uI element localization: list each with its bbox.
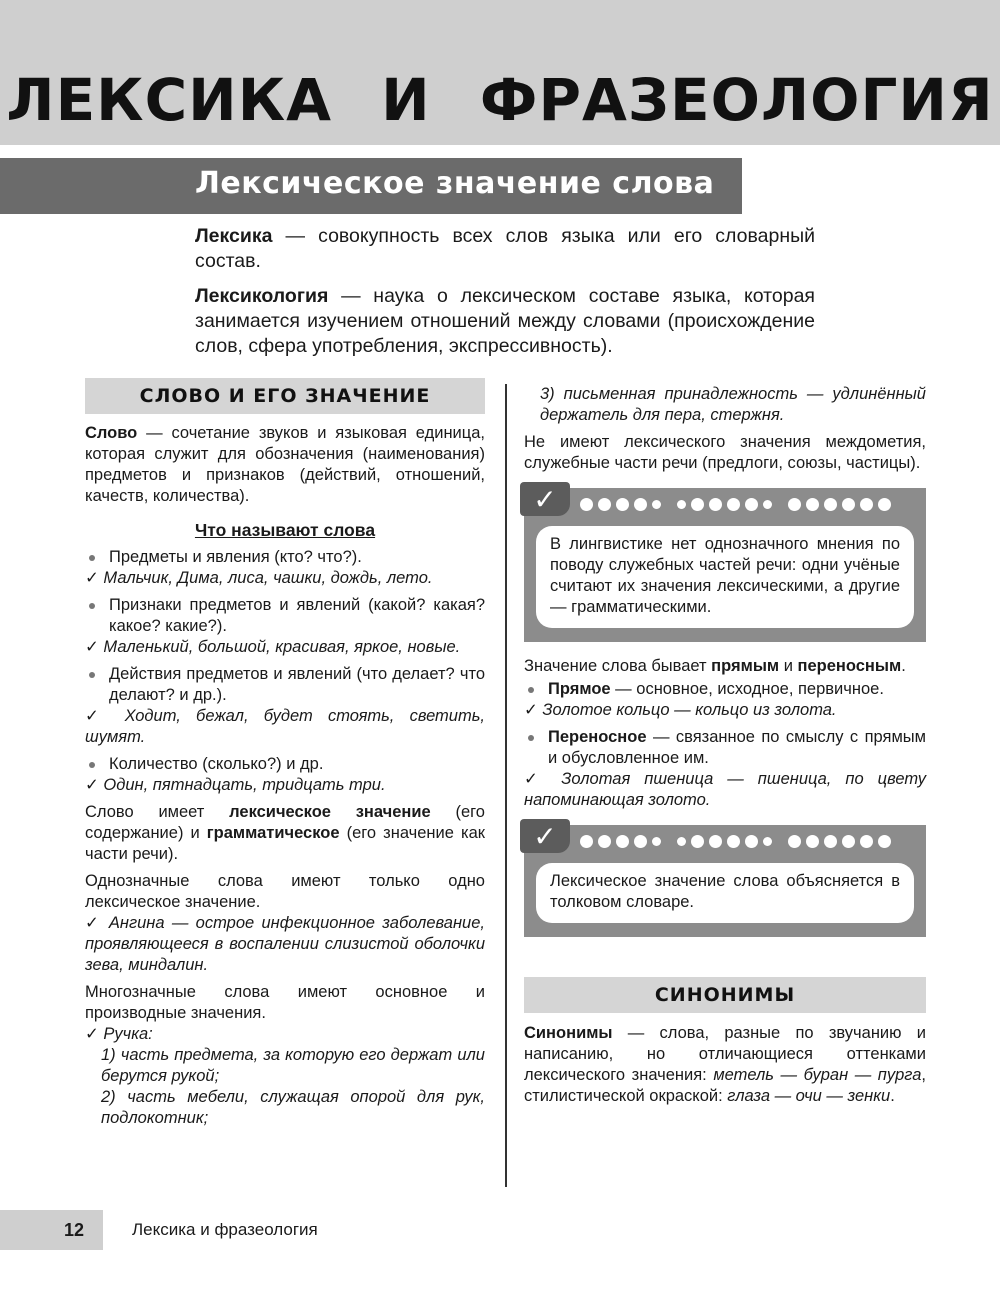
example <box>85 913 485 976</box>
check-icon: ✓ <box>85 638 104 656</box>
dot-icon <box>806 835 819 848</box>
dot-icon <box>709 835 722 848</box>
dot-icon <box>842 498 855 511</box>
note-text: В лингвистике нет однозначного мнения по поводу служебных частей речи: одни учёные считают их значения лексическими, а другие — грамматическими. <box>536 526 914 628</box>
example <box>85 568 485 589</box>
dot-icon <box>788 835 801 848</box>
list-item <box>524 679 926 700</box>
check-icon: ✓ <box>85 776 104 794</box>
example-text: Маленький, большой, красивая, яркое, новые. <box>103 638 461 656</box>
dot-icon <box>745 835 758 848</box>
dot-icon <box>652 500 661 509</box>
footer-band <box>0 1210 103 1250</box>
term-figurative: переносным <box>797 657 902 675</box>
term-synonyms: Синонимы <box>524 1024 613 1042</box>
dot-icon <box>860 498 873 511</box>
dot-row <box>580 498 891 511</box>
dot-icon <box>860 835 873 848</box>
no-lexical-meaning: Не имеют лексического значения междометия, служебные части речи (предлоги, союзы, частицы). <box>524 433 926 472</box>
term-direct: прямым <box>711 657 780 675</box>
text: . <box>890 1087 895 1105</box>
example-meaning: 3) письменная принадлежность — удлинённый держатель для пера, стержня. <box>540 385 926 424</box>
example <box>85 637 485 658</box>
list-item: Действия предметов и явлений (что делает? что делают? и др.). <box>85 664 485 706</box>
text: (его содержание) и <box>85 803 485 842</box>
text: Значение слова бывает <box>524 657 712 675</box>
example-text: Ходит, бежал, будет стоять, светить, шумят. <box>85 707 485 746</box>
example <box>85 775 485 796</box>
dot-icon <box>598 498 611 511</box>
term-grammatical: грамматическое <box>206 824 340 842</box>
text: Слово имеет <box>85 803 230 821</box>
dot-icon <box>580 835 593 848</box>
text: . <box>901 657 906 675</box>
note-box <box>524 483 926 642</box>
check-icon: ✓ <box>524 770 562 788</box>
subsection-header-synonyms: СИНОНИМЫ <box>524 977 926 1013</box>
dot-icon <box>763 500 772 509</box>
synonyms-definition <box>524 1023 926 1107</box>
term-word: Слово <box>85 424 138 442</box>
left-column <box>85 378 485 1129</box>
example-text: Один, пятнадцать, тридцать три. <box>103 776 386 794</box>
check-icon: ✓ <box>85 914 109 932</box>
example-text: Ручка: <box>103 1025 153 1043</box>
example-text: Мальчик, Дима, лиса, чашки, дождь, лето. <box>103 569 433 587</box>
term: Переносное <box>548 728 647 746</box>
dot-icon <box>652 837 661 846</box>
dot-icon <box>878 498 891 511</box>
check-icon: ✓ <box>85 707 125 725</box>
note-box <box>524 820 926 937</box>
example-text: Золотая пшеница — пшеница, по цвету напоминающая золото. <box>524 770 926 809</box>
dot-icon <box>842 835 855 848</box>
dot-icon <box>709 498 722 511</box>
dot-icon <box>745 498 758 511</box>
term-lexical: лексическое значение <box>229 803 431 821</box>
right-column <box>524 384 926 1107</box>
intro-paragraph-lexis <box>195 224 815 274</box>
text: (его значение как части речи). <box>85 824 485 863</box>
polysemous-words: Многозначные слова имеют основное и производные значения. <box>85 983 485 1022</box>
dot-icon <box>580 498 593 511</box>
text: и <box>779 657 798 675</box>
dot-icon <box>763 837 772 846</box>
lexical-grammatical-meaning <box>85 802 485 865</box>
text: — связанное по смыслу с прямым и обусловленное им. <box>548 728 926 767</box>
dot-icon <box>616 835 629 848</box>
list-item: Количество (сколько?) и др. <box>85 754 485 775</box>
example <box>85 706 485 748</box>
monosemous-words: Однозначные слова имеют только одно лексическое значение. <box>85 872 485 911</box>
intro-term: Лексика <box>195 225 273 247</box>
dot-icon <box>727 498 740 511</box>
check-icon: ✓ <box>85 1025 104 1043</box>
intro-text: — наука о лексическом составе языка, которая занимается изучением отношений между словами (происхождение слов, сфера употребления, экспрессивность). <box>195 285 815 357</box>
dot-icon <box>727 835 740 848</box>
dot-icon <box>598 835 611 848</box>
definition-text: — сочетание звуков и языковая единица, которая служит для обозначения (наименования) предметов и признаков (действий, отношений, качеств, количества). <box>85 424 485 505</box>
example-meaning: 2) часть мебели, служащая опорой для рук, подлокотник; <box>101 1088 485 1127</box>
check-icon: ✓ <box>524 701 543 719</box>
column-divider <box>505 384 507 1187</box>
term: Прямое <box>548 680 611 698</box>
subtitle-what-words-name: Что называют слова <box>194 520 376 540</box>
intro-text: — совокупность всех слов языка или его словарный состав. <box>195 225 815 272</box>
check-icon: ✓ <box>520 482 570 516</box>
dot-icon <box>824 835 837 848</box>
example <box>524 700 926 721</box>
example-text: Ангина — острое инфекционное заболевание, проявляющееся в воспалении слизистой оболочки зева, миндалин. <box>85 914 485 974</box>
dot-icon <box>634 498 647 511</box>
example <box>85 1024 485 1045</box>
section-title: Лексическое значение слова <box>195 166 715 201</box>
dot-icon <box>788 498 801 511</box>
text: , стилистической окраской: <box>524 1066 926 1105</box>
check-icon: ✓ <box>520 819 570 853</box>
text: — основное, исходное, первичное. <box>610 680 884 698</box>
dot-icon <box>634 835 647 848</box>
dot-icon <box>691 498 704 511</box>
example-meaning: 1) часть предмета, за которую его держат или берутся рукой; <box>101 1046 485 1085</box>
list-item: Признаки предметов и явлений (какой? какая? какое? какие?). <box>85 595 485 637</box>
text: — слова, разные по звучанию и написанию, но отличающиеся оттенками лексического значения: <box>524 1024 926 1084</box>
list-item: Предметы и явления (кто? что?). <box>85 547 485 568</box>
dot-icon <box>824 498 837 511</box>
page-title: ЛЕКСИКА И ФРАЗЕОЛОГИЯ <box>6 66 994 134</box>
subsection-header-word: СЛОВО И ЕГО ЗНАЧЕНИЕ <box>85 378 485 414</box>
intro-paragraph-lexicology <box>195 284 815 359</box>
page-number: 12 <box>64 1220 85 1240</box>
word-definition <box>85 423 485 507</box>
dot-icon <box>616 498 629 511</box>
running-title: Лексика и фразеология <box>132 1220 318 1239</box>
intro-term: Лексикология <box>195 285 329 307</box>
dot-icon <box>691 835 704 848</box>
list-item <box>524 727 926 769</box>
dot-row <box>580 835 891 848</box>
note-text: Лексическое значение слова объясняется в толковом словаре. <box>536 863 914 923</box>
dot-icon <box>677 837 686 846</box>
dot-icon <box>806 498 819 511</box>
check-icon: ✓ <box>85 569 104 587</box>
example-text: Золотое кольцо — кольцо из золота. <box>542 701 837 719</box>
dot-icon <box>878 835 891 848</box>
synonym-example: глаза — очи — зенки <box>727 1087 891 1105</box>
meaning-kinds <box>524 656 926 677</box>
example <box>524 769 926 811</box>
dot-icon <box>677 500 686 509</box>
synonym-example: метель — буран — пурга <box>713 1066 922 1084</box>
